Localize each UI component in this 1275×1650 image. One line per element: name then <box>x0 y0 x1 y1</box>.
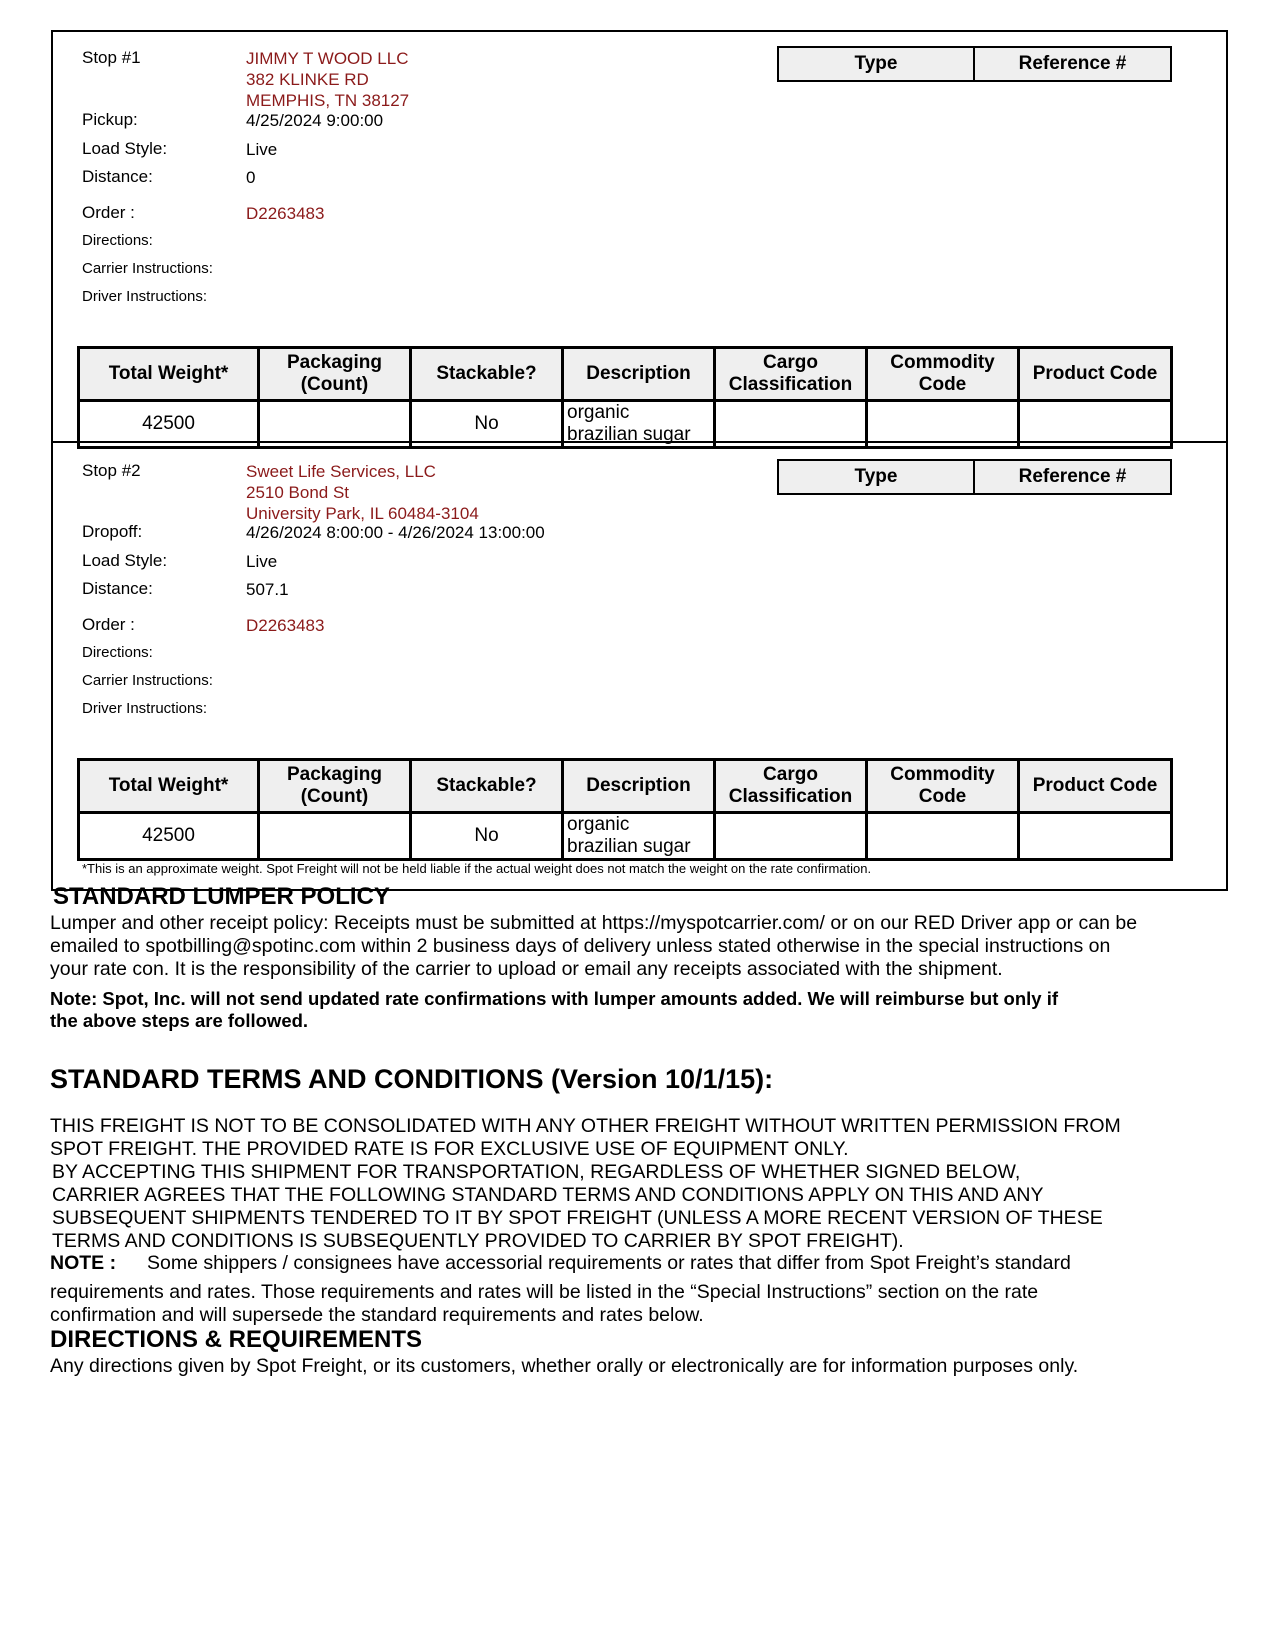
product-code-cell <box>1019 813 1172 860</box>
weight-cell: 42500 <box>79 401 259 448</box>
commodity-code-cell <box>867 813 1019 860</box>
reference-header: Reference # <box>974 47 1171 81</box>
cargo-classification-cell <box>715 813 867 860</box>
stackable-header: Stackable? <box>411 760 563 813</box>
packaging-cell <box>259 813 411 860</box>
lumper-policy-line-3: your rate con. It is the responsibility of the carrier to upload or email any receipts associated with the shipment. <box>50 958 1003 980</box>
stop-2-driver-instructions-label: Driver Instructions: <box>82 700 208 717</box>
stop-1-pickup-label: Pickup: <box>82 110 138 129</box>
description-cell: organic brazilian sugar <box>563 813 715 860</box>
reference-header: Reference # <box>974 460 1171 494</box>
stackable-cell: No <box>411 401 563 448</box>
stop-1-address2: MEMPHIS, TN 38127 <box>246 91 410 110</box>
weight-cell: 42500 <box>79 813 259 860</box>
product-code-header: Product Code <box>1019 348 1172 401</box>
stop-1-load-style: Live <box>246 140 278 159</box>
directions-text: Any directions given by Spot Freight, or its customers, whether orally or electronically are for information purposes only. <box>50 1355 1079 1377</box>
cargo-header-row <box>79 760 1172 813</box>
stop-1-load-style-label: Load Style: <box>82 139 168 158</box>
product-code-header: Product Code <box>1019 760 1172 813</box>
packaging-cell <box>259 401 411 448</box>
stackable-cell: No <box>411 813 563 860</box>
lumper-policy-line-2: emailed to spotbilling@spotinc.com within 2 business days of delivery unless stated otherwise in the special instructions on <box>50 935 1111 957</box>
weight-footnote: *This is an approximate weight. Spot Freight will not be held liable if the actual weight does not match the weight on the rate confirmation. <box>82 861 872 876</box>
stop-1-pickup-time: 4/25/2024 9:00:00 <box>246 111 384 130</box>
stop-2-order: D2263483 <box>246 616 325 635</box>
terms-p2-line-1: BY ACCEPTING THIS SHIPMENT FOR TRANSPORTATION, REGARDLESS OF WHETHER SIGNED BELOW, <box>52 1161 1021 1183</box>
stop-2-carrier-instructions-label: Carrier Instructions: <box>82 672 213 689</box>
stop-1-order-label: Order : <box>82 203 135 222</box>
terms-p2-line-2: CARRIER AGREES THAT THE FOLLOWING STANDARD TERMS AND CONDITIONS APPLY ON THIS AND ANY <box>52 1184 1044 1206</box>
type-header: Type <box>778 47 974 81</box>
stop-1-directions-label: Directions: <box>82 232 153 249</box>
stop-2-dropoff-time: 4/26/2024 8:00:00 - 4/26/2024 13:00:00 <box>246 523 545 542</box>
stop-2-load-style: Live <box>246 552 278 571</box>
stop-1-cargo-table <box>77 346 1173 449</box>
commodity-code-header: Commodity Code <box>867 760 1019 813</box>
lumper-policy-title: STANDARD LUMPER POLICY <box>53 883 390 910</box>
description-header: Description <box>563 760 715 813</box>
stop-1-name: JIMMY T WOOD LLC <box>246 49 409 68</box>
commodity-code-cell <box>867 401 1019 448</box>
terms-note-line-3: confirmation and will supersede the standard requirements and rates below. <box>50 1304 704 1326</box>
description-header: Description <box>563 348 715 401</box>
stop-1-driver-instructions-label: Driver Instructions: <box>82 288 208 305</box>
type-header: Type <box>778 460 974 494</box>
stop-1-distance-label: Distance: <box>82 167 153 186</box>
packaging-header: Packaging (Count) <box>259 348 411 401</box>
stop-1-address1: 382 KLINKE RD <box>246 70 369 89</box>
terms-p1-line-1: THIS FREIGHT IS NOT TO BE CONSOLIDATED WITH ANY OTHER FREIGHT WITHOUT WRITTEN PERMISSION FROM <box>50 1115 1121 1137</box>
stop-1-reference-table <box>777 46 1172 82</box>
cargo-header-row <box>79 348 1172 401</box>
terms-note-line-2: requirements and rates. Those requirements and rates will be listed in the “Special Instructions” section on the rate <box>50 1281 1039 1303</box>
terms-note-label: NOTE : <box>50 1252 117 1274</box>
stop-2-address1: 2510 Bond St <box>246 483 350 502</box>
stop-2-distance-label: Distance: <box>82 579 153 598</box>
lumper-note-line-1: Note: Spot, Inc. will not send updated rate confirmations with lumper amounts added. We will reimburse but only if <box>50 988 1058 1009</box>
commodity-code-header: Commodity Code <box>867 348 1019 401</box>
stop-1-distance: 0 <box>246 168 256 187</box>
cargo-classification-cell <box>715 401 867 448</box>
stop-1-label: Stop #1 <box>82 48 141 67</box>
stop-2-name: Sweet Life Services, LLC <box>246 462 436 481</box>
stop-2-label: Stop #2 <box>82 461 141 480</box>
cargo-classification-header: Cargo Classification <box>715 348 867 401</box>
terms-title: STANDARD TERMS AND CONDITIONS (Version 10/1/15): <box>50 1064 774 1094</box>
stop-1-order: D2263483 <box>246 204 325 223</box>
terms-p2-line-4: TERMS AND CONDITIONS IS SUBSEQUENTLY PROVIDED TO CARRIER BY SPOT FREIGHT). <box>52 1230 904 1252</box>
stop-2-address2: University Park, IL 60484-3104 <box>246 504 479 523</box>
stop-2-dropoff-label: Dropoff: <box>82 522 143 541</box>
stop-2-directions-label: Directions: <box>82 644 153 661</box>
stop-2-cargo-table <box>77 758 1173 861</box>
stackable-header: Stackable? <box>411 348 563 401</box>
lumper-note-line-2: the above steps are followed. <box>50 1010 309 1031</box>
table-row <box>79 401 1172 448</box>
stop-1-carrier-instructions-label: Carrier Instructions: <box>82 260 213 277</box>
table-row <box>79 813 1172 860</box>
stop-2-load-style-label: Load Style: <box>82 551 168 570</box>
product-code-cell <box>1019 401 1172 448</box>
lumper-policy-line-1: Lumper and other receipt policy: Receipts must be submitted at https://myspotcarrier.com/ or on our RED Driver app or can be <box>50 912 1138 934</box>
packaging-header: Packaging (Count) <box>259 760 411 813</box>
description-cell: organic brazilian sugar <box>563 401 715 448</box>
stop-2-order-label: Order : <box>82 615 135 634</box>
stop-2-distance: 507.1 <box>246 580 289 599</box>
terms-p2-line-3: SUBSEQUENT SHIPMENTS TENDERED TO IT BY SPOT FREIGHT (UNLESS A MORE RECENT VERSION OF THESE <box>52 1207 1103 1229</box>
cargo-classification-header: Cargo Classification <box>715 760 867 813</box>
total-weight-header: Total Weight* <box>79 760 259 813</box>
terms-note-line-1: Some shippers / consignees have accessorial requirements or rates that differ from Spot Freight’s standard <box>147 1252 1071 1274</box>
terms-p1-line-2: SPOT FREIGHT. THE PROVIDED RATE IS FOR EXCLUSIVE USE OF EQUIPMENT ONLY. <box>50 1138 849 1160</box>
total-weight-header: Total Weight* <box>79 348 259 401</box>
directions-title: DIRECTIONS & REQUIREMENTS <box>50 1326 423 1353</box>
stop-2-reference-table <box>777 459 1172 495</box>
